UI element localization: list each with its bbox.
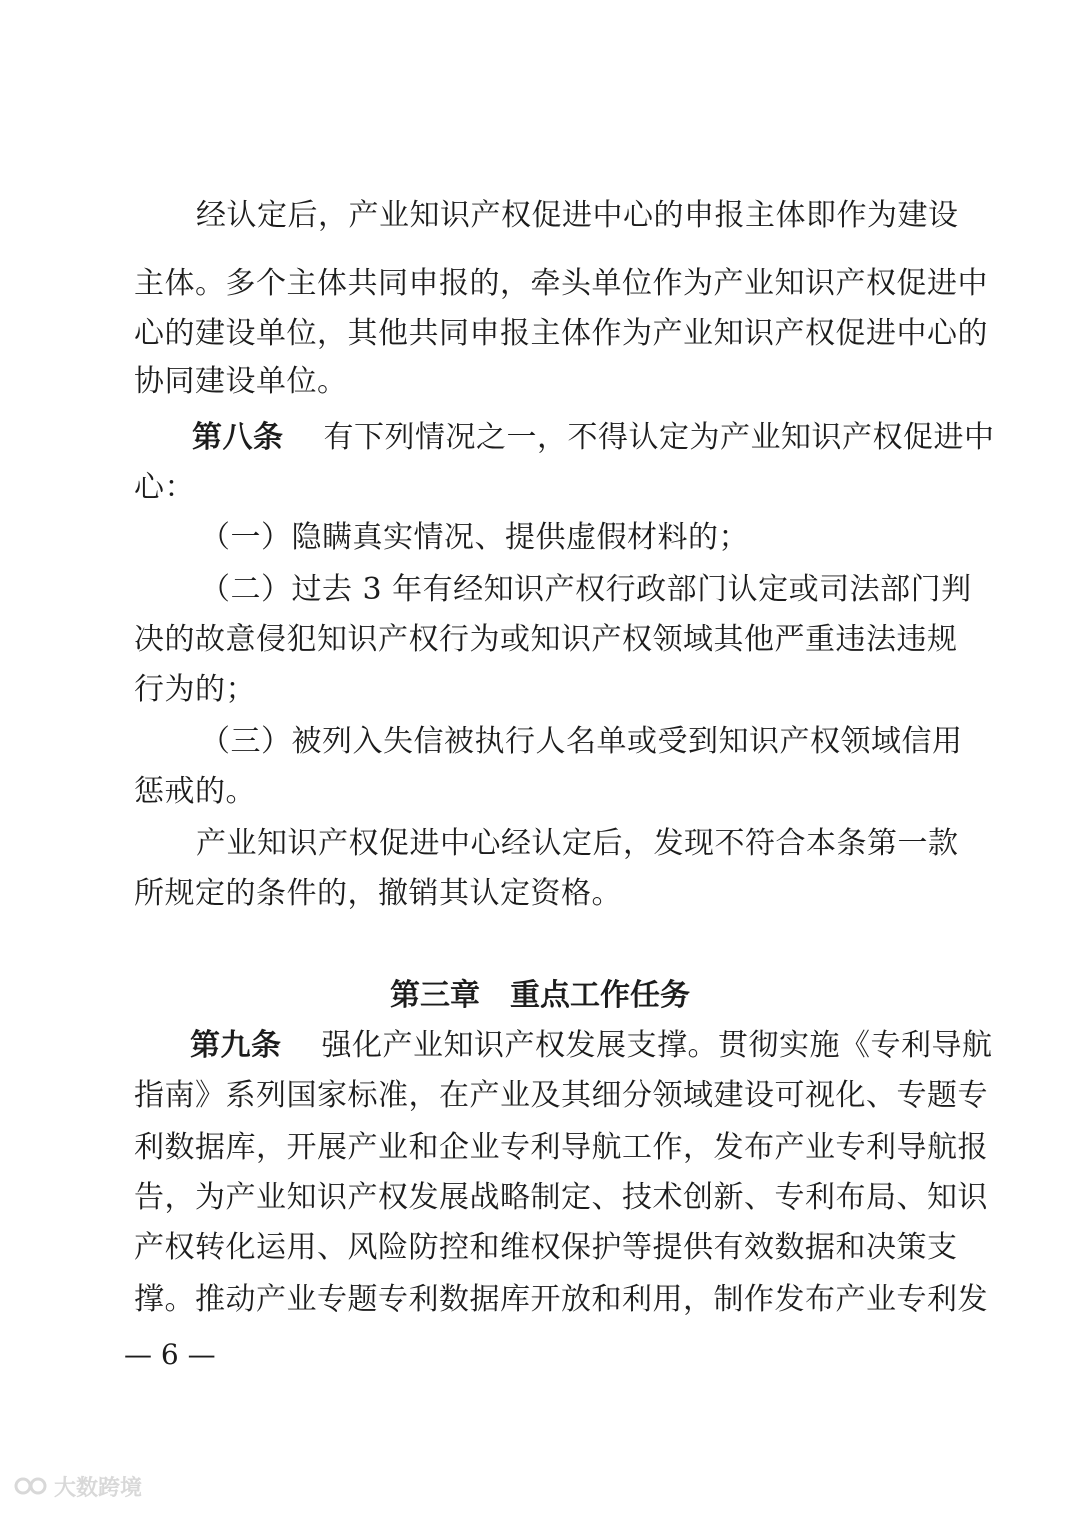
paragraph-text: 经认定后，产业知识产权促进中心的申报主体即作为建设 — [196, 198, 959, 233]
paragraph-line: 利数据库，开展产业和企业专利导航工作，发布产业专利导航报 — [134, 1130, 988, 1165]
article-9-heading: 第九条 — [190, 1028, 282, 1063]
list-item-continuation: 行为的； — [134, 672, 256, 707]
paragraph-line: 撑。推动产业专题专利数据库开放和利用，制作发布产业专利发 — [134, 1282, 988, 1317]
paragraph-line: 协同建设单位。 — [134, 364, 348, 399]
article-8-heading: 第八条 — [192, 420, 284, 455]
paragraph-line: 所规定的条件的，撤销其认定资格。 — [134, 876, 622, 911]
page-number: — 6 — — [124, 1338, 216, 1371]
watermark — [14, 1466, 142, 1506]
article-8-text: 有下列情况之一，不得认定为产业知识产权促进中 — [323, 420, 995, 455]
list-item-continuation: 惩戒的。 — [134, 774, 256, 809]
list-item: （一）隐瞒真实情况、提供虚假材料的； — [200, 520, 749, 555]
paragraph-line: 主体。多个主体共同申报的，牵头单位作为产业知识产权促进中 — [134, 266, 988, 301]
article-9-text: 强化产业知识产权发展支撑。贯彻实施《专利导航 — [321, 1028, 993, 1063]
paragraph-line: 指南》系列国家标准，在产业及其细分领域建设可视化、专题专 — [134, 1078, 988, 1113]
watermark-text: 大数跨境 — [54, 1475, 143, 1501]
article-8-line — [192, 418, 995, 458]
article-9-line — [190, 1026, 993, 1066]
list-item-continuation: 决的故意侵犯知识产权行为或知识产权领域其他严重违法违规 — [134, 622, 958, 657]
article-8-line: 心： — [134, 470, 195, 505]
paragraph-line: 心的建设单位，其他共同申报主体作为产业知识产权促进中心的 — [134, 316, 988, 351]
brand-logo-icon — [14, 1474, 48, 1498]
paragraph-line: 告，为产业知识产权发展战略制定、技术创新、专利布局、知识 — [134, 1180, 988, 1215]
paragraph-line: 产权转化运用、风险防控和维权保护等提供有效数据和决策支 — [134, 1230, 958, 1265]
list-item: （二）过去 3 年有经知识产权行政部门认定或司法部门判 — [200, 572, 972, 607]
list-item: （三）被列入失信被执行人名单或受到知识产权领域信用 — [200, 724, 963, 759]
paragraph-line — [134, 196, 959, 236]
paragraph-line: 产业知识产权促进中心经认定后，发现不符合本条第一款 — [196, 826, 959, 861]
chapter-title: 第三章 重点工作任务 — [390, 978, 690, 1013]
